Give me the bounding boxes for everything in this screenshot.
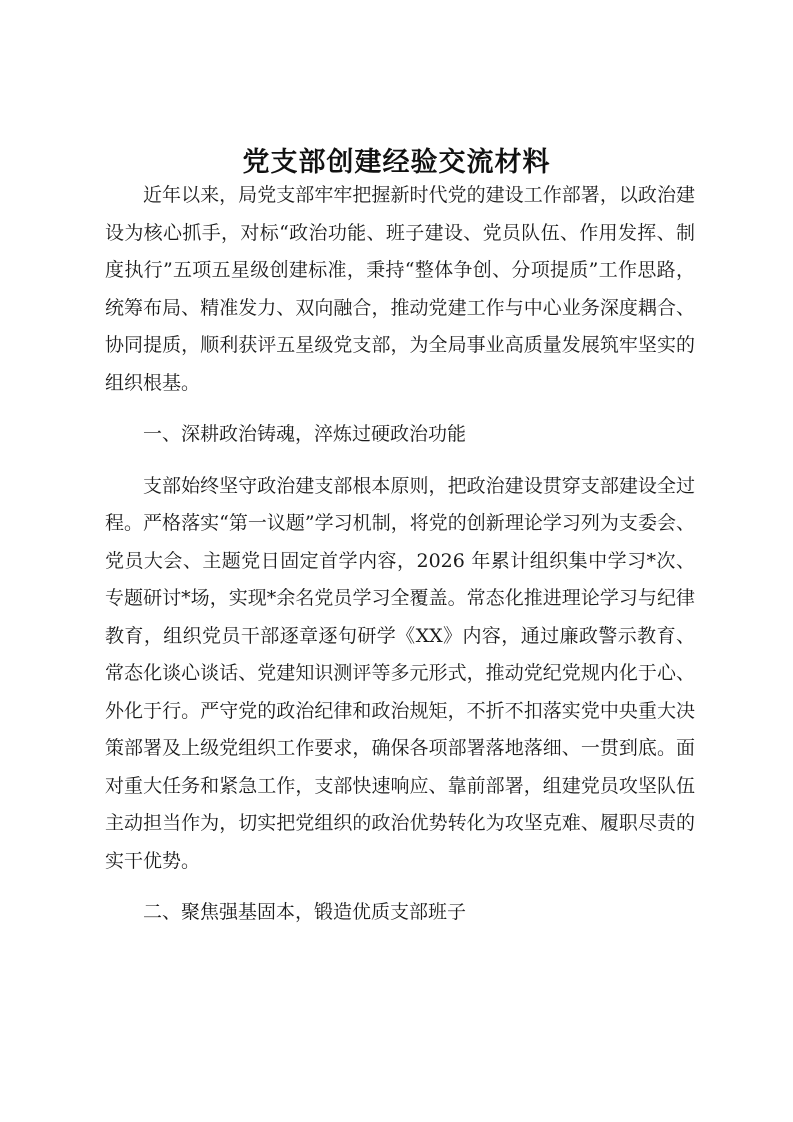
- page-title: 党支部创建经验交流材料: [242, 147, 551, 178]
- document-body: [105, 177, 695, 946]
- section-heading-1: 一、深耕政治铸魂，淬炼过硬政治功能: [143, 423, 467, 445]
- section-1-paragraph: 支部始终坚守政治建支部根本原则，把政治建设贯穿支部建设全过程。严格落实“第一议题”学习机制，将党的创新理论学习列为支委会、党员大会、主题党日固定首学内容，2026 年累计组织集中学习*次、专题研讨*场，实现*余名党员学习全覆盖。常态化推进理论学习与纪律教育，组织党员干部逐章逐句研学《XX》内容，通过廉政警示教育、常态化谈心谈话、党建知识测评等多元形式，推动党纪党规内化于心、外化于行。严守党的政治纪律和政治规矩，不折不扣落实党中央重大决策部署及上级党组织工作要求，确保各项部署落地落细、一贯到底。面对重大任务和紧急工作，支部快速响应、靠前部署，组建党员攻坚队伍主动担当作为，切实把党组织的政治优势转化为攻坚克难、履职尽责的实干优势。: [105, 474, 695, 872]
- intro-paragraph: 近年以来，局党支部牢牢把握新时代党的建设工作部署，以政治建设为核心抓手，对标“政治功能、班子建设、党员队伍、作用发挥、制度执行”五项五星级创建标准，秉持“整体争创、分项提质”工作思路，统筹布局、精准发力、双向融合，推动党建工作与中心业务深度耦合、协同提质，顺利获评五星级党支部，为全局事业高质量发展筑牢坚实的组织根基。: [105, 184, 695, 394]
- section-heading-2: 二、聚焦强基固本，锻造优质支部班子: [143, 901, 467, 923]
